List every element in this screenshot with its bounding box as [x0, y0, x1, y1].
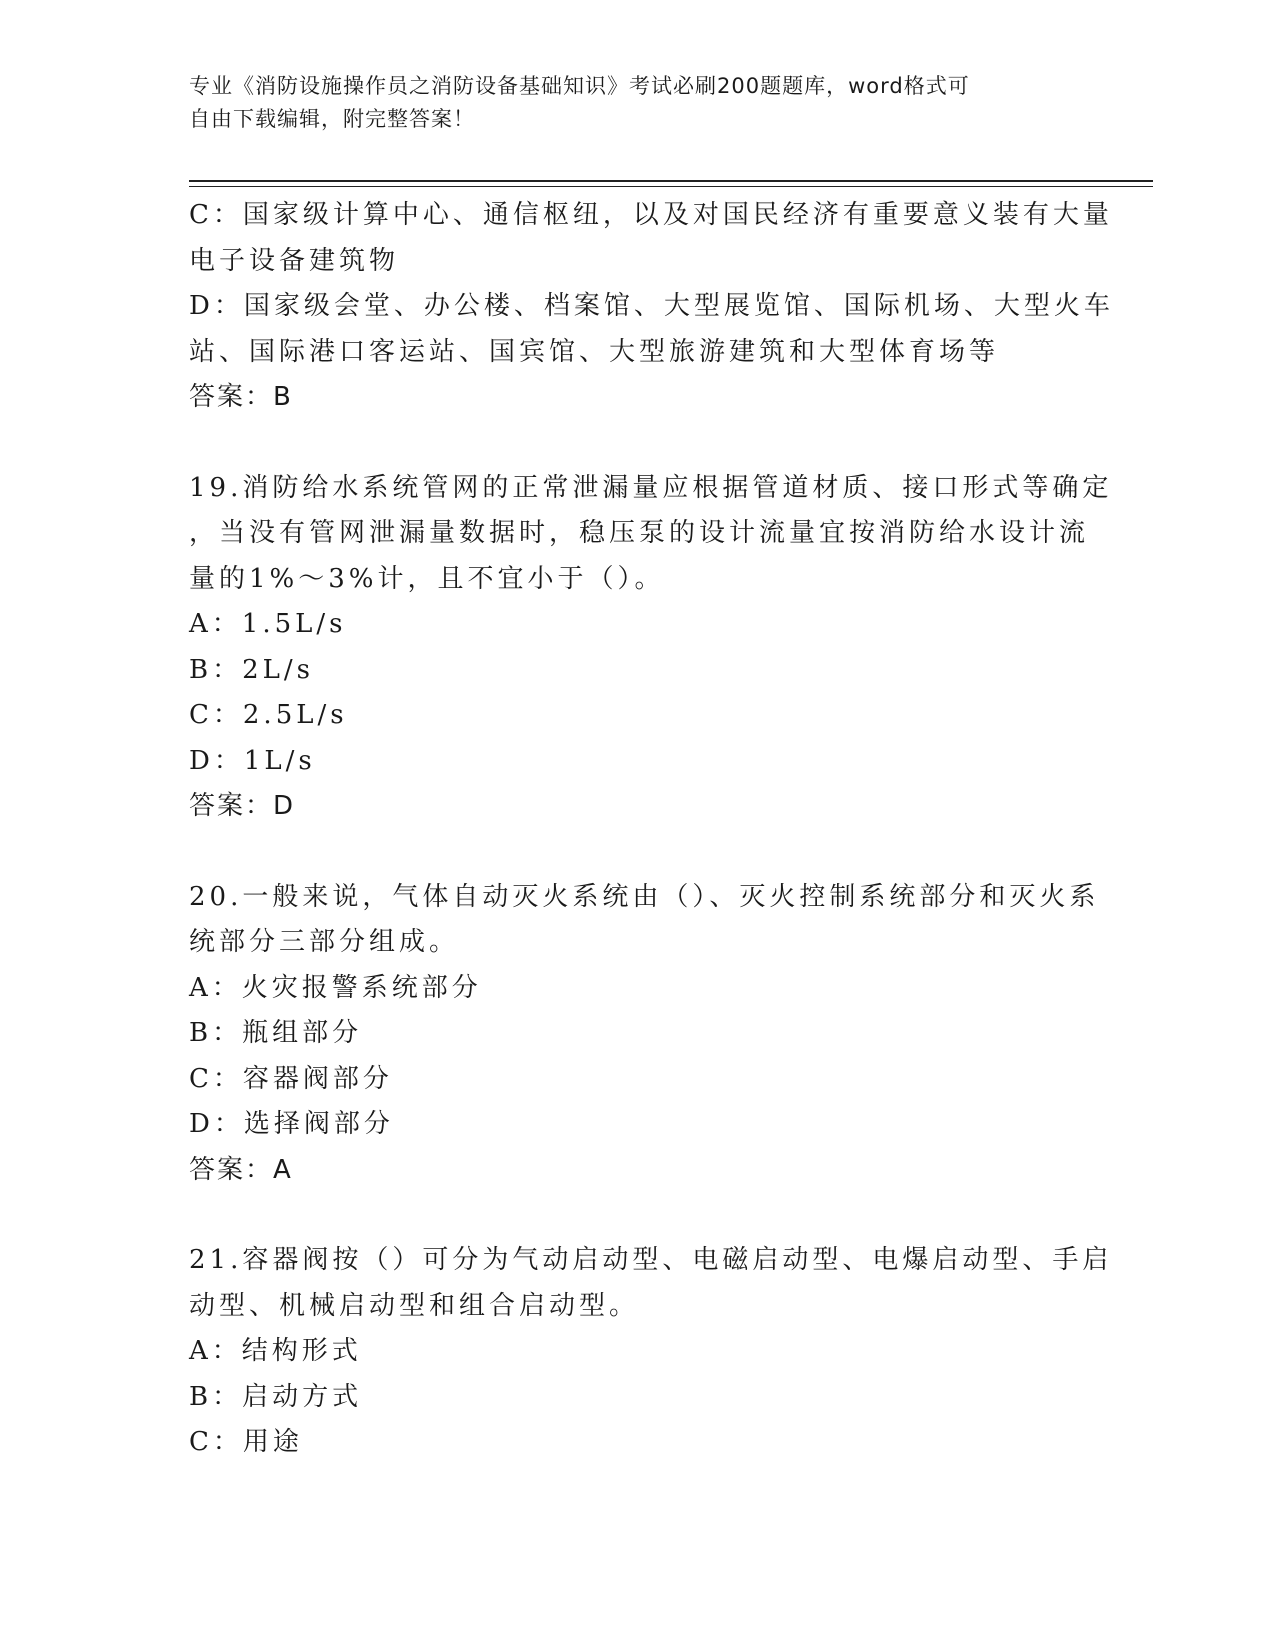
option-c: C：容器阀部分	[189, 1063, 393, 1094]
header-divider-thin	[189, 186, 1153, 187]
spacer	[189, 830, 1089, 875]
question-21	[189, 1238, 1113, 1466]
option-d-line-1: D：国家级会堂、办公楼、档案馆、大型展览馆、国际机场、大型火车	[189, 291, 1114, 321]
option-c: C：用途	[189, 1427, 303, 1457]
option-a: A：火灾报警系统部分	[189, 972, 482, 1003]
question-19	[189, 466, 1113, 830]
question-list	[189, 193, 1114, 1466]
question-20	[189, 875, 1100, 1194]
option-c-line-2: 电子设备建筑物	[189, 245, 400, 276]
header-title-line-2: 自由下载编辑，附完整答案！	[189, 107, 475, 131]
option-c: C：2.5L/s	[189, 700, 348, 730]
option-d-line-2: 站、国际港口客运站、国宾馆、大型旅游建筑和大型体育场等	[189, 336, 1000, 367]
question-18-tail	[189, 193, 1114, 421]
header-divider-thick	[189, 180, 1153, 182]
option-a: A：结构形式	[189, 1336, 362, 1366]
option-a: A：1.5L/s	[189, 609, 347, 639]
option-d: D：选择阀部分	[189, 1109, 394, 1139]
question-stem-line-1: 20.一般来说，气体自动灭火系统由（）、灭火控制系统部分和灭火系	[189, 881, 1100, 912]
spacer	[189, 1193, 1089, 1238]
option-b: B：启动方式	[189, 1381, 363, 1412]
option-b: B：2L/s	[189, 654, 315, 685]
answer-line: 答案：B	[189, 382, 293, 412]
question-stem-line-1: 19.消防给水系统管网的正常泄漏量应根据管道材质、接口形式等确定	[189, 472, 1113, 503]
spacer	[189, 421, 1089, 466]
question-stem-line-2: 动型、机械启动型和组合启动型。	[189, 1290, 640, 1321]
option-c-line-1: C：国家级计算中心、通信枢纽，以及对国民经济有重要意义装有大量	[189, 200, 1113, 230]
document-header	[189, 70, 1089, 136]
option-b: B：瓶组部分	[189, 1018, 363, 1048]
option-d: D：1L/s	[189, 745, 316, 776]
question-stem-line-1: 21.容器阀按（）可分为气动启动型、电磁启动型、电爆启动型、手启	[189, 1245, 1113, 1275]
question-stem-line-2: 统部分三部分组成。	[189, 927, 460, 957]
question-stem-line-3: 量的1%～3%计，且不宜小于（）。	[189, 563, 665, 594]
answer-line: 答案：A	[189, 1154, 293, 1185]
header-title-line-1: 专业《消防设施操作员之消防设备基础知识》考试必刷200题题库，word格式可	[189, 74, 970, 98]
question-stem-line-2: ，当没有管网泄漏量数据时，稳压泵的设计流量宜按消防给水设计流	[189, 518, 1090, 548]
answer-line: 答案：D	[189, 791, 296, 821]
